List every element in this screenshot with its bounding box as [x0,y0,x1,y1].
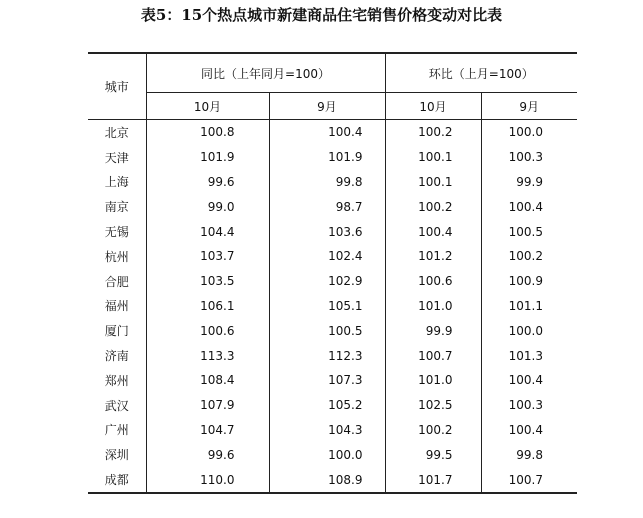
mom-oct-cell: 100.1 [385,170,481,195]
table-row [88,170,577,195]
mom-sep-cell: 100.4 [481,368,577,393]
mom-sep-cell: 100.2 [481,244,577,269]
yoy-oct-cell: 110.0 [146,467,269,493]
yoy-oct-cell: 99.6 [146,442,269,467]
mom-oct-cell: 100.2 [385,418,481,443]
yoy-oct-cell: 99.6 [146,170,269,195]
yoy-sep-cell: 99.8 [269,170,385,195]
mom-oct-cell: 100.4 [385,219,481,244]
mom-sep-cell: 100.7 [481,467,577,493]
mom-sep-cell: 100.9 [481,269,577,294]
yoy-sep-cell: 107.3 [269,368,385,393]
table-row [88,368,577,393]
city-cell: 福州 [104,299,129,314]
city-cell: 郑州 [104,373,129,388]
yoy-oct-cell: 103.5 [146,269,269,294]
yoy-oct-cell: 106.1 [146,294,269,319]
table-body [88,120,577,493]
mom-oct-cell: 101.0 [385,368,481,393]
header-mom-oct: 10月 [385,93,481,120]
city-cell: 合肥 [104,274,129,289]
header-mom-sep: 9月 [481,93,577,120]
table-row [88,244,577,269]
table-row [88,318,577,343]
table-row [88,269,577,294]
mom-oct-cell: 100.7 [385,343,481,368]
mom-sep-cell: 100.4 [481,418,577,443]
mom-oct-cell: 101.2 [385,244,481,269]
yoy-oct-cell: 100.8 [146,120,269,145]
header-yoy-sep: 9月 [269,93,385,120]
city-cell: 无锡 [104,225,129,240]
yoy-sep-cell: 105.2 [269,393,385,418]
table-row [88,194,577,219]
city-cell: 广州 [104,423,129,438]
mom-sep-cell: 99.8 [481,442,577,467]
table-row [88,442,577,467]
yoy-sep-cell: 112.3 [269,343,385,368]
mom-oct-cell: 100.1 [385,145,481,170]
city-cell: 成都 [104,473,129,488]
yoy-oct-cell: 113.3 [146,343,269,368]
mom-sep-cell: 100.4 [481,194,577,219]
city-cell: 天津 [104,150,129,165]
mom-sep-cell: 101.1 [481,294,577,319]
yoy-sep-cell: 102.9 [269,269,385,294]
mom-oct-cell: 101.0 [385,294,481,319]
mom-sep-cell: 100.3 [481,393,577,418]
table-row [88,343,577,368]
header-city: 城市 [104,80,129,94]
yoy-oct-cell: 104.7 [146,418,269,443]
yoy-sep-cell: 102.4 [269,244,385,269]
table-row [88,418,577,443]
table-row [88,120,577,145]
mom-sep-cell: 100.0 [481,120,577,145]
table-row [88,294,577,319]
city-cell: 深圳 [104,448,129,463]
table-row [88,219,577,244]
table-row [88,145,577,170]
mom-sep-cell: 100.3 [481,145,577,170]
city-cell: 武汉 [104,398,129,413]
yoy-sep-cell: 98.7 [269,194,385,219]
yoy-oct-cell: 107.9 [146,393,269,418]
mom-oct-cell: 100.2 [385,194,481,219]
mom-sep-cell: 99.9 [481,170,577,195]
yoy-sep-cell: 100.0 [269,442,385,467]
yoy-sep-cell: 103.6 [269,219,385,244]
price-comparison-table [88,52,577,494]
mom-oct-cell: 100.2 [385,120,481,145]
mom-oct-cell: 102.5 [385,393,481,418]
yoy-oct-cell: 104.4 [146,219,269,244]
yoy-sep-cell: 108.9 [269,467,385,493]
header-yoy-oct: 10月 [146,93,269,120]
yoy-oct-cell: 101.9 [146,145,269,170]
header-mom: 环比（上月=100） [385,53,577,93]
mom-sep-cell: 101.3 [481,343,577,368]
mom-oct-cell: 99.9 [385,318,481,343]
city-cell: 厦门 [104,324,129,339]
header-yoy: 同比（上年同月=100） [146,53,385,93]
yoy-sep-cell: 104.3 [269,418,385,443]
city-cell: 北京 [104,125,129,140]
yoy-sep-cell: 100.4 [269,120,385,145]
yoy-sep-cell: 101.9 [269,145,385,170]
yoy-sep-cell: 105.1 [269,294,385,319]
mom-sep-cell: 100.5 [481,219,577,244]
mom-oct-cell: 101.7 [385,467,481,493]
city-cell: 济南 [104,349,129,364]
table-row [88,393,577,418]
mom-sep-cell: 100.0 [481,318,577,343]
mom-oct-cell: 99.5 [385,442,481,467]
city-cell: 杭州 [104,249,129,264]
yoy-oct-cell: 100.6 [146,318,269,343]
yoy-oct-cell: 99.0 [146,194,269,219]
yoy-sep-cell: 100.5 [269,318,385,343]
table-title: 表5：15个热点城市新建商品住宅销售价格变动对比表 [140,6,503,24]
mom-oct-cell: 100.6 [385,269,481,294]
city-cell: 南京 [104,200,129,215]
yoy-oct-cell: 108.4 [146,368,269,393]
city-cell: 上海 [104,175,129,190]
table-header [88,53,577,120]
yoy-oct-cell: 103.7 [146,244,269,269]
table-row [88,467,577,493]
